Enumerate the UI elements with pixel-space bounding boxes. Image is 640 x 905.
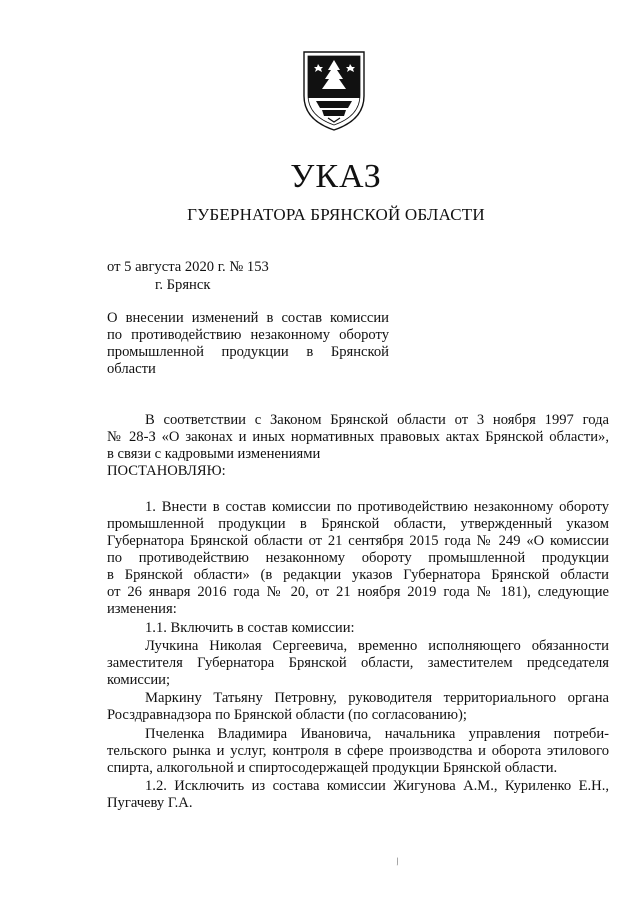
body-line: 1.2. Исключить из состава комиссии Жигунова А.М., Куриленко Е.Н., — [145, 778, 609, 794]
body-line: Маркину Татьяну Петровну, руководителя территориального органа — [145, 690, 609, 706]
preamble-line: В соответствии с Законом Брянской области от 3 ноября 1997 года — [145, 412, 609, 428]
body-line: Росздравнадзора по Брянской области (по согласованию); — [107, 707, 467, 723]
body-line: Пчеленка Владимира Ивановича, начальника управления потреби- — [145, 726, 609, 742]
city: г. Брянск — [155, 277, 211, 293]
subject-line: по противодействию незаконному обороту — [107, 327, 389, 343]
date-number: от 5 августа 2020 г. № 153 — [107, 259, 269, 275]
subject-line: промышленной продукции в Брянской — [107, 344, 389, 360]
body-line: тельского рынка и услуг, контроля в сфере производства и оборота этилового — [107, 743, 609, 759]
body-line: Лучкина Николая Сергеевича, временно исполняющего обязанности — [145, 638, 609, 654]
body-line: заместителя Губернатора Брянской области, заместителем председателя — [107, 655, 609, 671]
decree-word: ПОСТАНОВЛЯЮ: — [107, 463, 226, 479]
body-line: 1. Внести в состав комиссии по противодействию незаконному обороту — [145, 499, 609, 515]
body-line: Пугачеву Г.А. — [107, 795, 193, 811]
subject-line: О внесении изменений в состав комиссии — [107, 310, 389, 326]
body-line: в Брянской области» (в редакции указов Губернатора Брянской области — [107, 567, 609, 583]
body-line: спирта, алкогольной и спиртосодержащей продукции Брянской области. — [107, 760, 558, 776]
body-line: 1.1. Включить в состав комиссии: — [145, 620, 355, 636]
preamble-line: № 28-З «О законах и иных нормативных правовых актах Брянской области», — [107, 429, 609, 445]
body-line: от 26 января 2016 года № 20, от 21 ноября 2019 года № 181), следующие — [107, 584, 609, 600]
scan-mark: / — [394, 855, 401, 869]
body-line: изменения: — [107, 601, 177, 617]
bryansk-coat-of-arms-icon — [298, 46, 370, 134]
document-title: УКАЗ — [290, 158, 382, 195]
preamble-line: в связи с кадровыми изменениями — [107, 446, 321, 462]
body-line: Губернатора Брянской области от 21 сентября 2015 года № 249 «О комиссии — [107, 533, 609, 549]
document-subtitle: ГУБЕРНАТОРА БРЯНСКОЙ ОБЛАСТИ — [187, 205, 485, 224]
body-line: промышленной продукции в Брянской области, утвержденный указом — [107, 516, 609, 532]
subject-line: области — [107, 361, 156, 377]
body-line: по противодействию незаконному обороту промышленной продукции — [107, 550, 609, 566]
body-line: комиссии; — [107, 672, 171, 688]
